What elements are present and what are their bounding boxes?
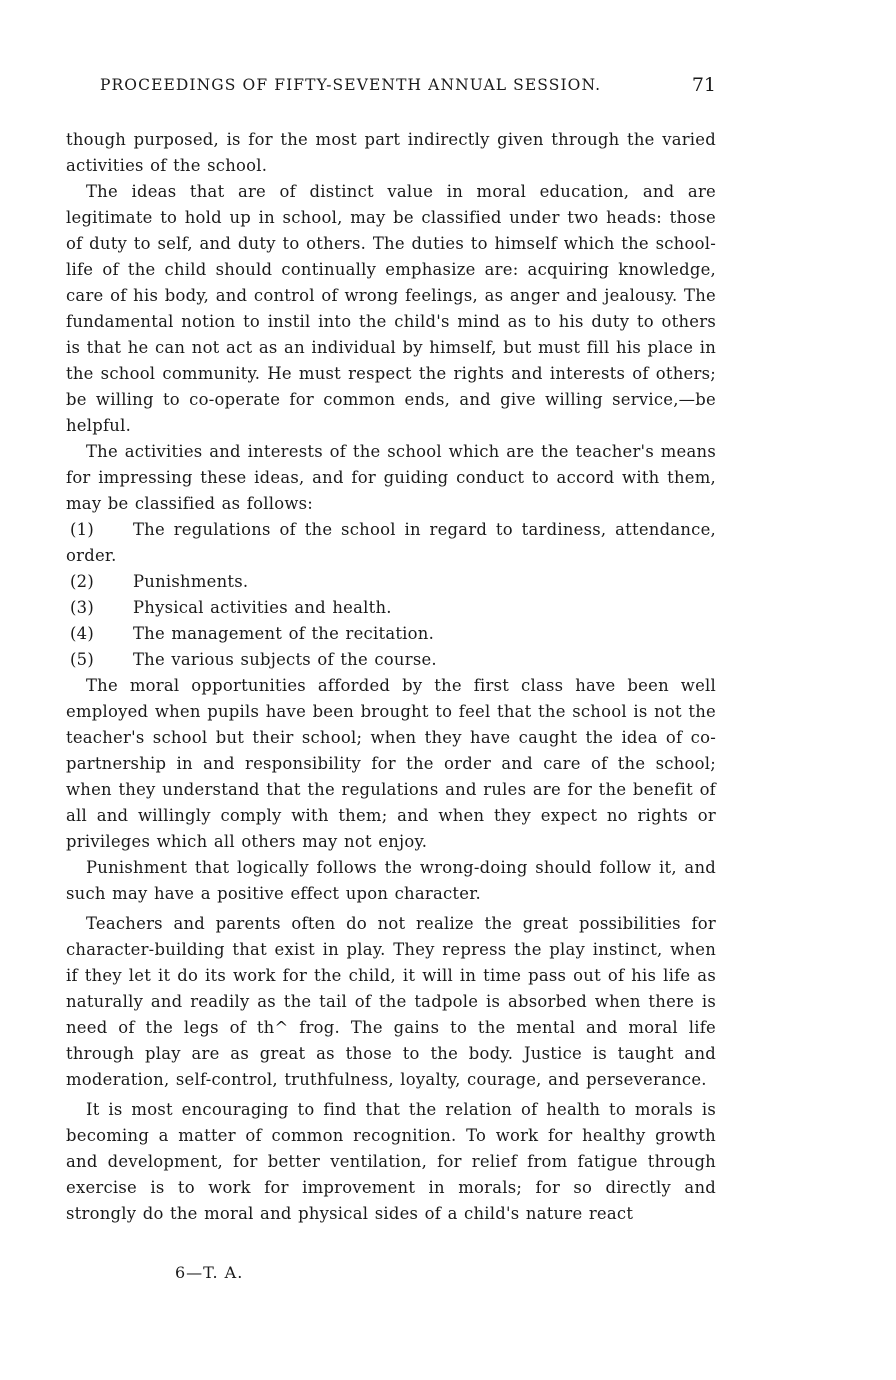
paragraph: The ideas that are of distinct value in moral education, and are legitimate to hold up in school, may be classified under two heads: those of duty to self, and duty to others. The duties to himself which the school-life of the child should continually emphasize are: acquiring knowledge, care of his body, and control of wrong feelings, as anger and jealousy. The fundamental notion to instil into the child's mind as to his duty to others is that he can not act as an individual by himself, but must fill his place in the school community. He must respect the rights and interests of others; be willing to co-operate for common ends, and give willing service,—be helpful. bbox=[66, 182, 716, 435]
list-text: Punishments. bbox=[133, 572, 249, 591]
header-title: PROCEEDINGS OF FIFTY-SEVENTH ANNUAL SESSION. bbox=[100, 76, 602, 94]
list-number: (3) bbox=[70, 598, 94, 617]
page-number: 71 bbox=[691, 74, 716, 96]
paragraph: The moral opportunities afforded by the first class have been well employed when pupils have been brought to feel that the school is not the teacher's school but their school; when they have caught the idea of co-partnership in and responsibility for the order and care of the school; when they understand that the regulations and rules are for the benefit of all and willingly comply with them; and when they expect no rights or privileges which all others may not enjoy. bbox=[66, 676, 716, 851]
paragraph: It is most encouraging to find that the relation of health to morals is becoming a matter of common recognition. To work for healthy growth and development, for better ventilation, for relief from fatigue through exercise is to work for improvement in morals; for so directly and strongly do the moral and physical sides of a child's nature react bbox=[66, 1100, 716, 1223]
list-text: The management of the recitation. bbox=[133, 624, 435, 643]
body-text bbox=[66, 127, 716, 1227]
signature-mark: 6—T. A. bbox=[175, 1263, 244, 1282]
list-item bbox=[66, 569, 716, 595]
list-item bbox=[66, 595, 716, 621]
paragraph: though purposed, is for the most part indirectly given through the varied activities of the school. bbox=[66, 130, 716, 175]
list-number: (2) bbox=[70, 572, 94, 591]
list-item bbox=[66, 621, 716, 647]
list-number: (4) bbox=[70, 624, 94, 643]
list-item bbox=[66, 517, 716, 569]
list-text: Physical activities and health. bbox=[133, 598, 392, 617]
list-text: The regulations of the school in regard to tardiness, attendance, order. bbox=[66, 520, 716, 565]
list-number: (5) bbox=[70, 650, 94, 669]
list-item bbox=[66, 647, 716, 673]
list-text: The various subjects of the course. bbox=[133, 650, 437, 669]
paragraph: The activities and interests of the school which are the teacher's means for impressing these ideas, and for guiding conduct to accord with them, may be classified as follows: bbox=[66, 442, 716, 513]
list-number: (1) bbox=[70, 520, 94, 539]
paragraph: Punishment that logically follows the wrong-doing should follow it, and such may have a positive effect upon character. bbox=[66, 858, 716, 903]
paragraph: Teachers and parents often do not realize the great possibilities for character-building that exist in play. They repress the play instinct, when if they let it do its work for the child, it will in time pass out of his life as naturally and readily as the tail of the tadpole is absorbed when there is need of the legs of th^ frog. The gains to the mental and moral life through play are as great as those to the body. Justice is taught and moderation, self-control, truthfulness, loyalty, courage, and perseverance. bbox=[66, 914, 716, 1089]
